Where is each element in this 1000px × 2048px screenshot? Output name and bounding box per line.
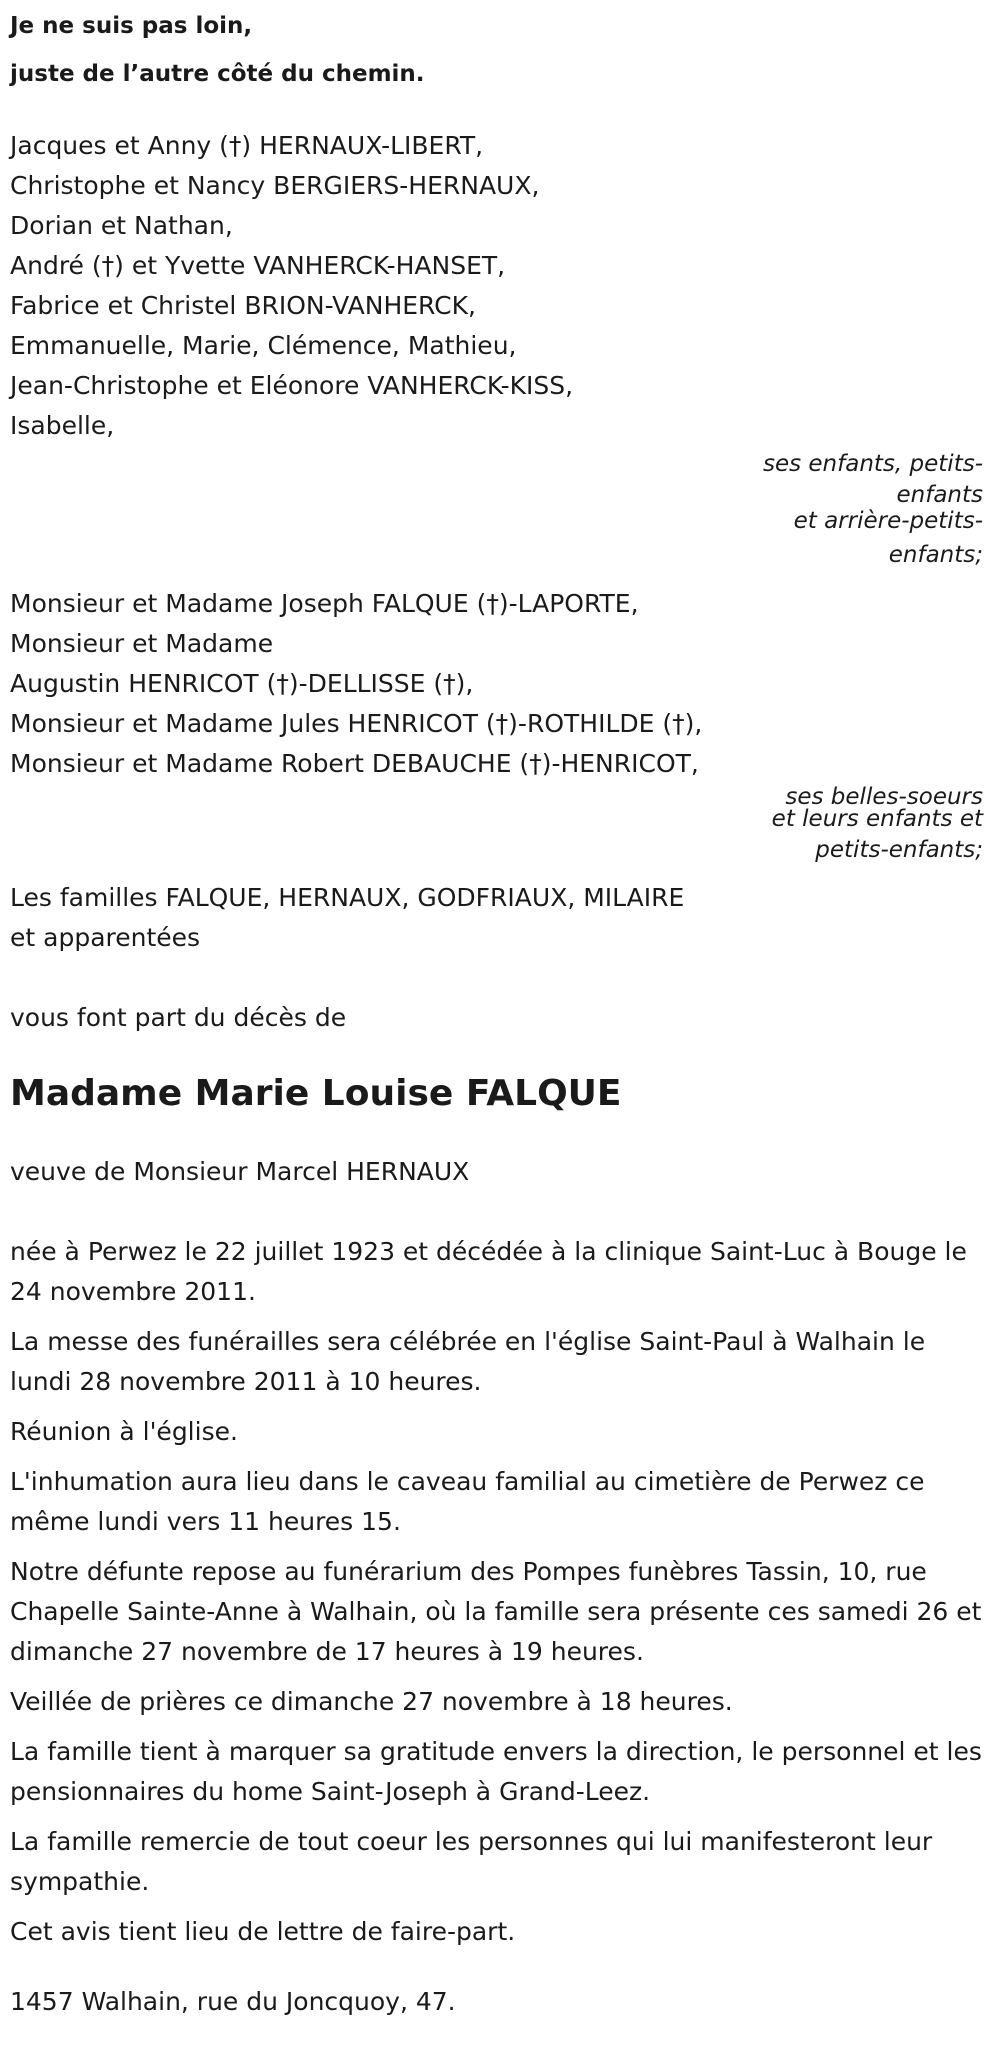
detail-paragraph: née à Perwez le 22 juillet 1923 et décédée à la clinique Saint-Luc à Bouge le 24 novembre 2011.	[10, 1237, 967, 1306]
family-line: Fabrice et Christel BRION-VANHERCK,	[10, 291, 476, 320]
address: 1457 Walhain, rue du Joncquoy, 47.	[10, 1987, 456, 2016]
families-list	[10, 878, 990, 958]
announcement: vous font part du décès de	[10, 1003, 347, 1032]
detail-paragraph: Veillée de prières ce dimanche 27 novembre à 18 heures.	[10, 1687, 733, 1716]
siblings-relation	[10, 786, 983, 870]
epigraph	[10, 2, 990, 98]
detail-paragraph: L'inhumation aura lieu dans le caveau familial au cimetière de Perwez ce même lundi vers 11 heures 15.	[10, 1467, 925, 1536]
family-line: Christophe et Nancy BERGIERS-HERNAUX,	[10, 171, 540, 200]
relation-line: enfants;	[888, 542, 983, 568]
detail-paragraph: Réunion à l'église.	[10, 1417, 238, 1446]
family-line: Jacques et Anny (†) HERNAUX-LIBERT,	[10, 131, 484, 160]
family-line: André (†) et Yvette VANHERCK-HANSET,	[10, 251, 506, 280]
detail-paragraph: Cet avis tient lieu de lettre de faire-part.	[10, 1917, 516, 1946]
relation-line: petits-enfants;	[815, 837, 983, 863]
family-line: Les familles FALQUE, HERNAUX, GODFRIAUX, MILAIRE	[10, 883, 685, 912]
deceased-name: Madame Marie Louise FALQUE	[10, 1073, 622, 1114]
relation-line: ses belles-soeurs	[785, 784, 983, 810]
family-line: Monsieur et Madame Joseph FALQUE (†)-LAPORTE,	[10, 589, 639, 618]
children-family-list	[10, 126, 990, 446]
details-section	[10, 1232, 990, 1952]
family-line: Isabelle,	[10, 411, 115, 440]
family-line: Jean-Christophe et Eléonore VANHERCK-KISS,	[10, 371, 574, 400]
family-line: Dorian et Nathan,	[10, 211, 233, 240]
family-line: Emmanuelle, Marie, Clémence, Mathieu,	[10, 331, 517, 360]
children-relation	[10, 446, 983, 576]
detail-paragraph: La messe des funérailles sera célébrée en l'église Saint-Paul à Walhain le lundi 28 novembre 2011 à 10 heures.	[10, 1327, 926, 1396]
relation-line: enfants	[896, 482, 983, 508]
widow-of: veuve de Monsieur Marcel HERNAUX	[10, 1157, 470, 1186]
siblings-family-list	[10, 584, 990, 784]
detail-paragraph: La famille remercie de tout coeur les personnes qui lui manifesteront leur sympathie.	[10, 1827, 933, 1896]
epigraph-line: Je ne suis pas loin,	[10, 13, 253, 39]
relation-line: et leurs enfants et	[771, 806, 983, 832]
detail-paragraph: La famille tient à marquer sa gratitude envers la direction, le personnel et les pensionnaires du home Saint-Joseph à Grand-Leez.	[10, 1737, 982, 1806]
obituary-notice	[0, 2, 1000, 2048]
family-line: Monsieur et Madame Robert DEBAUCHE (†)-HENRICOT,	[10, 749, 699, 778]
detail-paragraph: Notre défunte repose au funérarium des Pompes funèbres Tassin, 10, rue Chapelle Sainte-Anne à Walhain, où la famille sera présente ces samedi 26 et dimanche 27 novembre de 17 heures à 19 heures.	[10, 1557, 982, 1666]
family-line: Monsieur et Madame	[10, 629, 274, 658]
family-line: et apparentées	[10, 923, 201, 952]
family-line: Augustin HENRICOT (†)-DELLISSE (†),	[10, 669, 474, 698]
epigraph-line: juste de l’autre côté du chemin.	[10, 61, 425, 87]
relation-line: ses enfants, petits-	[762, 451, 983, 477]
family-line: Monsieur et Madame Jules HENRICOT (†)-ROTHILDE (†),	[10, 709, 703, 738]
relation-line: et arrière-petits-	[793, 508, 983, 534]
